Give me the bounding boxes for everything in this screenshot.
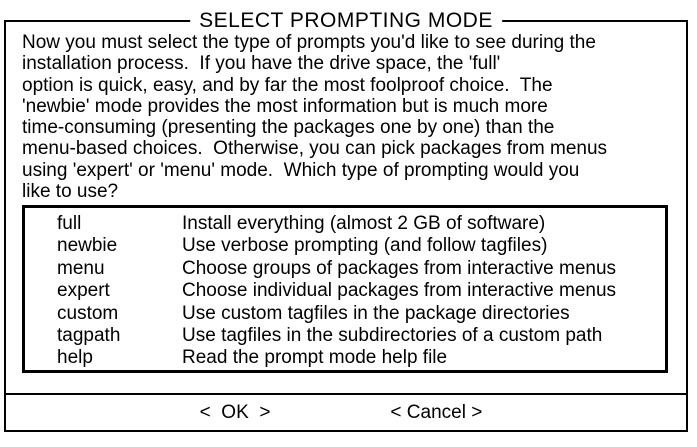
dialog-title: SELECT PROMPTING MODE	[190, 8, 502, 34]
option-row-newbie[interactable]	[25, 235, 665, 257]
text-line: 'newbie' mode provides the most information but is much more	[22, 95, 548, 117]
option-name: full	[57, 213, 82, 234]
text-line: installation process. If you have the drive space, the 'full'	[22, 53, 501, 75]
option-row-menu[interactable]	[25, 258, 665, 280]
option-description: Use custom tagfiles in the package directories	[182, 302, 570, 324]
text-line: menu-based choices. Otherwise, you can pick packages from menus	[22, 138, 608, 160]
text-line: using 'expert' or 'menu' mode. Which type of prompting would you	[22, 159, 580, 181]
option-name: expert	[57, 280, 110, 302]
text-line: option is quick, easy, and by far the most foolproof choice. The	[22, 74, 553, 96]
option-row-help[interactable]	[25, 347, 665, 369]
select-prompting-mode-dialog	[4, 9, 688, 432]
text-line: time-consuming (presenting the packages one by one) than the	[22, 117, 555, 139]
ok-button[interactable]: < OK >	[199, 401, 271, 423]
option-description: Read the prompt mode help file	[182, 347, 448, 369]
option-name: custom	[57, 302, 119, 324]
option-name: help	[57, 347, 93, 369]
option-description: Use verbose prompting (and follow tagfiles)	[182, 235, 548, 257]
option-name: menu	[57, 257, 105, 279]
button-row	[6, 395, 676, 430]
option-name: newbie	[57, 235, 118, 257]
dialog-text	[22, 32, 607, 202]
text-line: like to use?	[22, 181, 119, 203]
option-row-custom[interactable]	[25, 303, 665, 325]
option-row-full[interactable]	[25, 213, 665, 235]
option-description: Use tagfiles in the subdirectories of a custom path	[182, 324, 603, 346]
option-row-tagpath[interactable]	[25, 325, 665, 347]
option-row-expert[interactable]	[25, 280, 665, 302]
option-description: Choose groups of packages from interactive menus	[182, 257, 617, 279]
option-description: Install everything (almost 2 GB of software)	[182, 213, 546, 234]
cancel-button[interactable]: < Cancel >	[390, 401, 483, 423]
option-name: tagpath	[57, 324, 121, 346]
options-list	[22, 205, 668, 373]
text-line: Now you must select the type of prompts you'd like to see during the	[22, 32, 596, 53]
option-description: Choose individual packages from interactive menus	[182, 280, 617, 302]
